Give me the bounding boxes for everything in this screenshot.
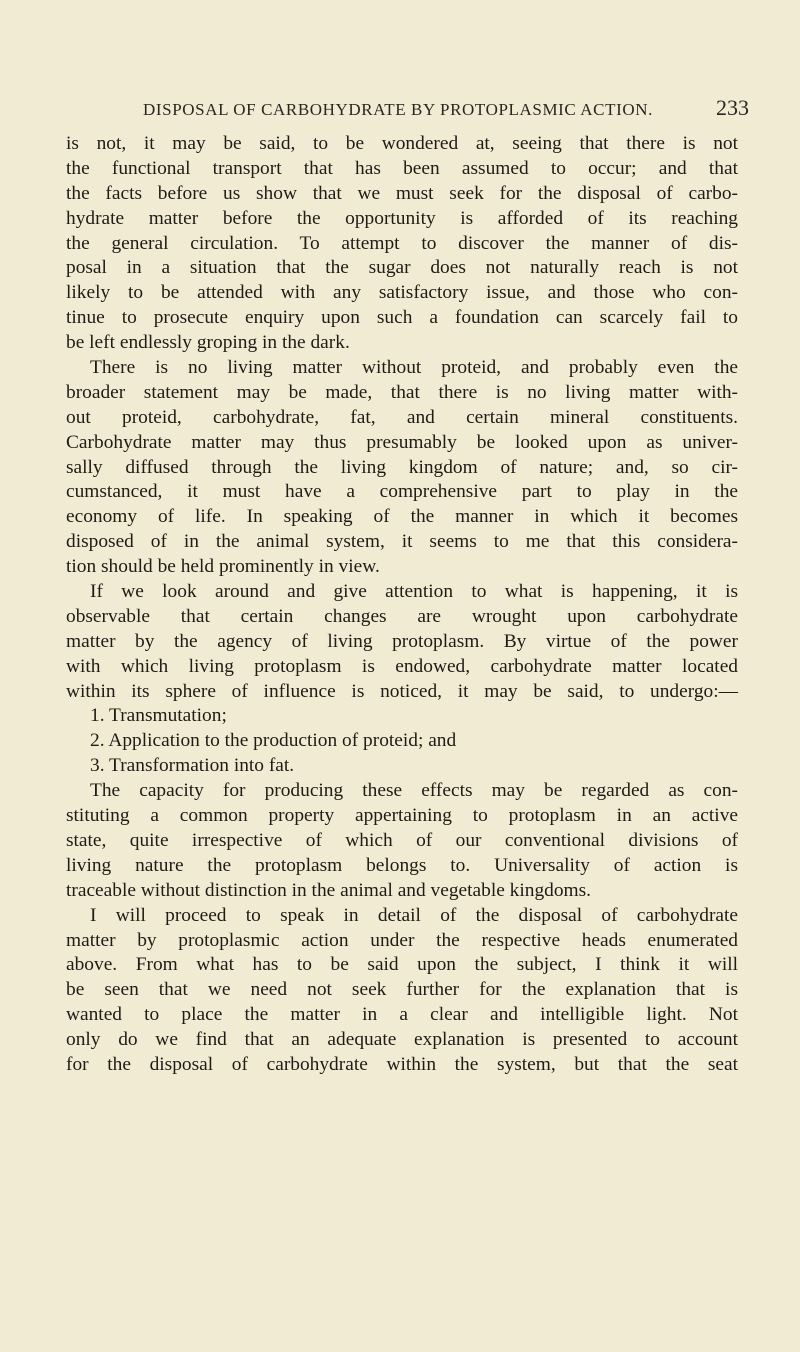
page-number: 233	[716, 95, 749, 120]
text-line: the general circulation. To attempt to discover the manner of dis-	[66, 232, 738, 254]
text-line: the functional transport that has been assumed to occur; and that	[66, 157, 738, 179]
text-line: tion should be held prominently in view.	[66, 556, 380, 578]
text-line: hydrate matter before the opportunity is afforded of its reaching	[66, 207, 738, 229]
text-line: only do we find that an adequate explanation is presented to account	[66, 1029, 738, 1051]
text-line: observable that certain changes are wrought upon carbohydrate	[66, 605, 738, 627]
text-line: sally diffused through the living kingdom of nature; and, so cir-	[66, 456, 738, 478]
text-line: stituting a common property appertaining to protoplasm in an active	[66, 805, 738, 827]
text-line: wanted to place the matter in a clear and intelligible light. Not	[66, 1004, 738, 1026]
text-line: disposed of in the animal system, it seems to me that this considera-	[66, 531, 738, 553]
text-line: tinue to prosecute enquiry upon such a foundation can scarcely fail to	[66, 307, 738, 329]
text-line: economy of life. In speaking of the manner in which it becomes	[66, 506, 738, 528]
text-line: The capacity for producing these effects may be regarded as con-	[90, 780, 738, 802]
text-line: is not, it may be said, to be wondered at, seeing that there is not	[66, 133, 738, 154]
text-line: There is no living matter without proteid, and probably even the	[90, 357, 738, 379]
text-line: posal in a situation that the sugar does not naturally reach is not	[66, 257, 738, 279]
text-line: cumstanced, it must have a comprehensive part to play in the	[66, 481, 738, 503]
text-line: If we look around and give attention to what is happening, it is	[90, 581, 738, 603]
text-line: with which living protoplasm is endowed, carbohydrate matter located	[66, 655, 738, 677]
text-line: matter by protoplasmic action under the respective heads enumerated	[66, 929, 738, 951]
text-line: living nature the protoplasm belongs to. Universality of action is	[66, 854, 738, 876]
text-line: for the disposal of carbohydrate within the system, but that the seat	[66, 1053, 738, 1075]
list-item: 1. Transmutation;	[90, 705, 227, 727]
text-line: matter by the agency of living protoplasm. By virtue of the power	[66, 630, 738, 652]
body-text	[66, 132, 738, 1078]
text-line: broader statement may be made, that there is no living matter with-	[66, 381, 738, 403]
text-line: I will proceed to speak in detail of the disposal of carbohydrate	[90, 904, 738, 926]
list-item: 3. Transformation into fat.	[90, 755, 295, 777]
text-line: traceable without distinction in the animal and vegetable kingdoms.	[66, 879, 592, 901]
text-line: Carbohydrate matter may thus presumably be looked upon as univer-	[66, 431, 738, 453]
running-title: DISPOSAL OF CARBOHYDRATE BY PROTOPLASMIC ACTION.	[143, 100, 653, 119]
list-item: 2. Application to the production of proteid; and	[90, 730, 457, 752]
text-line: state, quite irrespective of which of our conventional divisions of	[66, 829, 738, 851]
text-line: above. From what has to be said upon the subject, I think it will	[66, 954, 738, 976]
text-line: within its sphere of influence is noticed, it may be said, to undergo:—	[66, 680, 738, 702]
text-line: out proteid, carbohydrate, fat, and certain mineral constituents.	[66, 406, 738, 428]
text-line: likely to be attended with any satisfactory issue, and those who con-	[66, 282, 738, 304]
text-line: the facts before us show that we must seek for the disposal of carbo-	[66, 182, 738, 204]
text-line: be left endlessly groping in the dark.	[66, 332, 350, 354]
text-line: be seen that we need not seek further for the explanation that is	[66, 979, 738, 1001]
